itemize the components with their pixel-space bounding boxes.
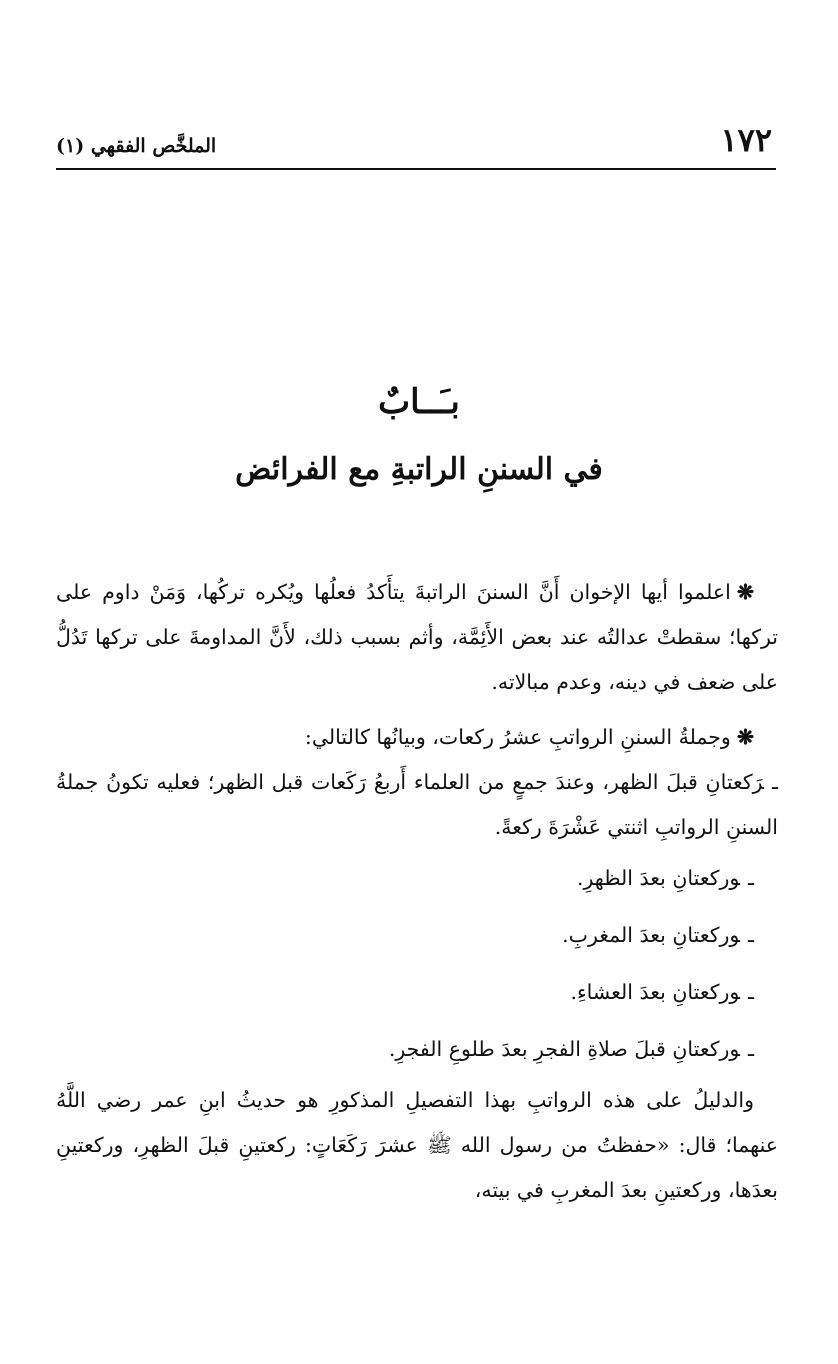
list-item-text: وركعتانِ بعدَ المغربِ.	[562, 923, 740, 947]
dash-icon: ـ	[747, 866, 754, 890]
dash-icon: ـ	[747, 980, 754, 1004]
paragraph-evidence	[56, 1078, 778, 1213]
list-item	[56, 964, 778, 1021]
paragraph-summary	[56, 715, 778, 760]
chapter-subtitle: في السننِ الراتبةِ مع الفرائض	[235, 452, 603, 487]
list-item-text: وركعتانِ بعدَ العشاءِ.	[570, 980, 740, 1004]
running-header	[56, 118, 776, 170]
dash-icon: ـ	[747, 1037, 754, 1061]
page-number: ١٧٢	[720, 121, 772, 159]
list-item	[56, 907, 778, 964]
list-item	[56, 760, 778, 850]
chapter-heading: بـَــابٌ	[378, 382, 460, 422]
asterisk-icon: ❋	[736, 725, 754, 749]
dash-icon: ـ	[771, 770, 778, 794]
list-item	[56, 850, 778, 907]
book-title: الملخَّص الفقهي (١)	[56, 135, 217, 157]
body-text	[56, 570, 778, 1213]
paragraph-text: وجملةُ السننِ الرواتبِ عشرُ ركعات، وبيانُها كالتالي:	[304, 725, 731, 749]
list-item	[56, 1021, 778, 1078]
paragraph-text: والدليلُ على هذه الرواتبِ بهذا التفصيلِ المذكورِ هو حديثُ ابنِ عمر رضي اللَّهُ عنهما؛ قال: «حفظتُ من رسول الله ﷺ عشرَ رَكَعَاتٍ: ركعتينِ قبلَ الظهرِ، وركعتينِ بعدَها، وركعتينِ بعدَ المغربِ في بيته،	[56, 1088, 778, 1202]
asterisk-icon: ❋	[736, 580, 754, 604]
list-item-text: وركعتانِ قبلَ صلاةِ الفجرِ بعدَ طلوعِ الفجرِ.	[388, 1037, 740, 1061]
paragraph-intro	[56, 570, 778, 705]
paragraph-text: اعلموا أيها الإخوان أَنَّ السننَ الراتبةَ يتأَكدُ فعلُها ويُكره تركُها، وَمَنْ داوم على تركها؛ سقطتْ عدالتُه عند بعض الأَئِمَّة، وأثم بسبب ذلك، لأَنَّ المداومةَ على تركها تَدُلُّ على ضعف في دينه، وعدم مبالاته.	[56, 580, 778, 694]
list-item-text: وركعتانِ بعدَ الظهرِ.	[576, 866, 740, 890]
list-item-text: رَكعتانِ قبلَ الظهر، وعندَ جمعٍ من العلماء أَربعُ رَكَعات قبل الظهر؛ فعليه تكونُ جملةُ السننِ الرواتبِ اثنتي عَشْرَةَ ركعةً.	[56, 770, 778, 839]
dash-icon: ـ	[747, 923, 754, 947]
